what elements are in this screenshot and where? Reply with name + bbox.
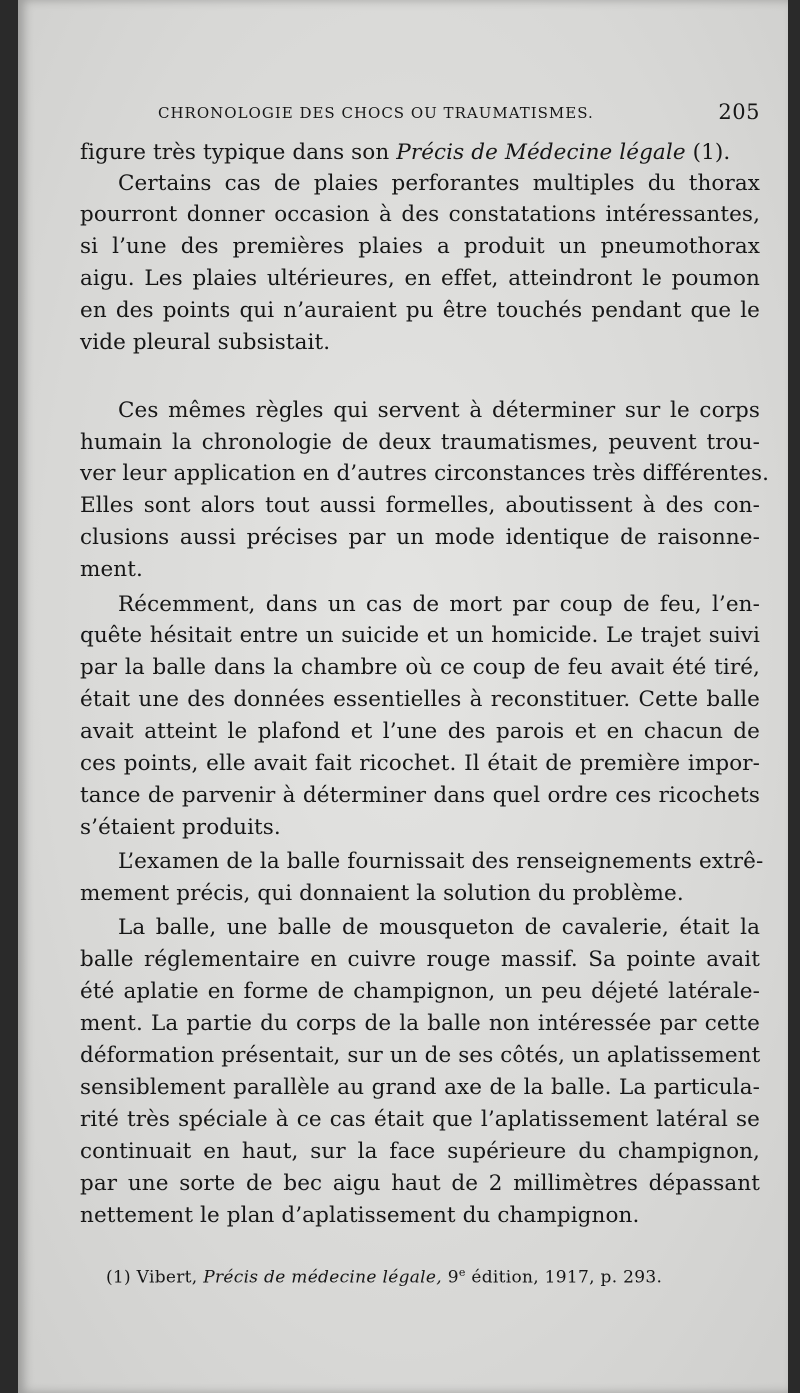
text-line: était une des données essentielles à reconstituer. Cette balle [80, 687, 760, 712]
text-line: clusions aussi précises par un mode identique de raisonne- [80, 525, 760, 550]
running-header [158, 100, 760, 130]
text-line: ment. [80, 557, 143, 582]
text-line: vide pleural subsistait. [80, 330, 331, 355]
text-line: en des points qui n’auraient pu être touchés pendant que le [80, 298, 760, 323]
text-line: s’étaient produits. [80, 815, 281, 840]
italic-title: Précis de Médecine légale [396, 140, 686, 165]
text-line: Ces mêmes règles qui servent à déterminer sur le corps [118, 398, 760, 423]
text-line: été aplatie en forme de champignon, un peu déjeté latérale- [80, 979, 760, 1004]
text-line: balle réglementaire en cuivre rouge massif. Sa pointe avait [80, 947, 760, 972]
text-line: ver leur application en d’autres circonstances très différentes. [80, 461, 770, 486]
text-line: Certains cas de plaies perforantes multiples du thorax [118, 171, 760, 196]
text-line: rité très spéciale à ce cas était que l’aplatissement latéral se [80, 1107, 760, 1132]
text-line: humain la chronologie de deux traumatismes, peuvent trou- [80, 430, 760, 455]
header-title: CHRONOLOGIE DES CHOCS OU TRAUMATISMES. [158, 104, 594, 122]
text-line: déformation présentait, sur un de ses côtés, un aplatissement [80, 1043, 761, 1068]
text-line: La balle, une balle de mousqueton de cavalerie, était la [118, 915, 760, 940]
text-line: Récemment, dans un cas de mort par coup de feu, l’en- [118, 592, 760, 617]
text-line: nettement le plan d’aplatissement du champignon. [80, 1203, 640, 1228]
text-line: par une sorte de bec aigu haut de 2 millimètres dépassant [80, 1171, 760, 1196]
text-line: L’examen de la balle fournissait des renseignements extrê- [118, 849, 764, 874]
footnote-italic-title: Précis de médecine légale, [203, 1267, 442, 1288]
text-line: pourront donner occasion à des constatations intéressantes, [80, 202, 760, 227]
text-line: aigu. Les plaies ultérieures, en effet, atteindront le poumon [80, 266, 760, 291]
text-line: Elles sont alors tout aussi formelles, aboutissent à des con- [80, 493, 760, 518]
text-line: quête hésitait entre un suicide et un homicide. Le trajet suivi [80, 623, 760, 648]
footnote: (1) Vibert, Précis de médecine légale, 9e édition, 1917, p. 293. [106, 1266, 663, 1288]
text-line: tance de parvenir à déterminer dans quel ordre ces ricochets [80, 783, 760, 808]
page-number: 205 [718, 100, 760, 124]
text-line: mement précis, qui donnaient la solution du problème. [80, 881, 684, 906]
text-line: ces points, elle avait fait ricochet. Il était de première impor- [80, 751, 760, 776]
text-line: si l’une des premières plaies a produit un pneumothorax [80, 234, 760, 259]
text-line: ment. La partie du corps de la balle non intéressée par cette [80, 1011, 760, 1036]
text-line: continuait en haut, sur la face supérieure du champignon, [80, 1139, 760, 1164]
text-line: sensiblement parallèle au grand axe de la balle. La particula- [80, 1075, 760, 1100]
text-line: par la balle dans la chambre où ce coup de feu avait été tiré, [80, 655, 760, 680]
book-page [18, 0, 788, 1393]
text-line: avait atteint le plafond et l’une des parois et en chacun de [80, 719, 760, 744]
text-line: figure très typique dans son Précis de Médecine légale (1). [80, 140, 731, 165]
